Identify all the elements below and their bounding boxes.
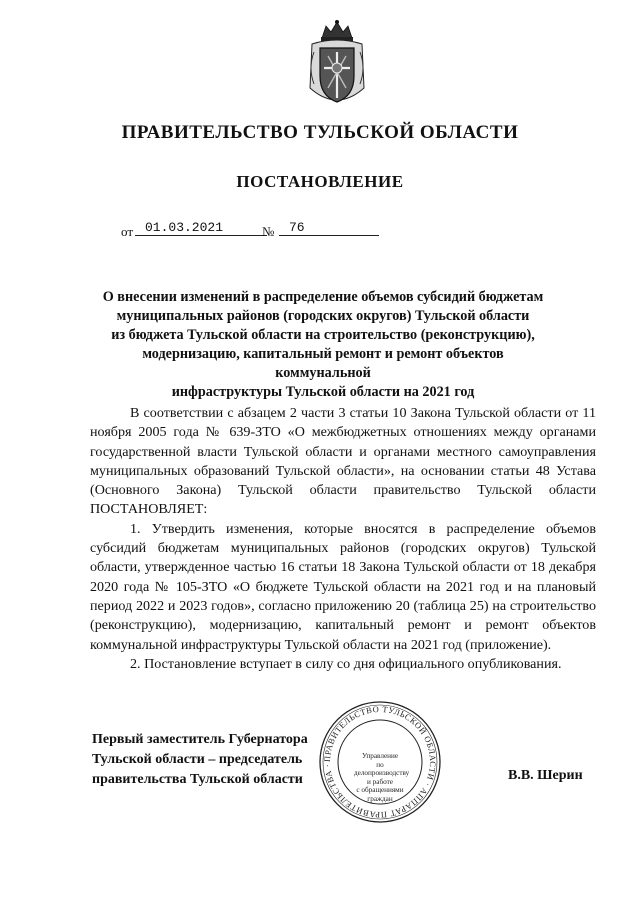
- title-line: инфраструктуры Тульской области на 2021 год: [171, 384, 475, 400]
- signer-position-line: правительства Тульской области: [92, 772, 303, 787]
- date-label: от: [121, 224, 134, 239]
- stamp-line: с обращениями: [356, 786, 404, 795]
- stamp-line: и работе: [367, 777, 393, 786]
- title-line: из бюджета Тульской области на строительство (реконструкцию),: [111, 327, 535, 343]
- stamp-line: граждан: [367, 794, 393, 803]
- document-number: 76: [279, 220, 379, 236]
- signer-position: [92, 730, 308, 790]
- title-line: модернизацию, капитальный ремонт и ремонт объектов коммунальной: [142, 346, 504, 381]
- signer-name: В.В. Шерин: [508, 768, 583, 783]
- document-date: 01.03.2021: [135, 220, 267, 236]
- body-paragraph: 1. Утвердить изменения, которые вносятся в распределение объемов субсидий бюджетам муниципальных районов (городских округов) Тульской области, утвержденное частью 16 статьи 18 Закона Тульской области от 18 декабря 2020 года № 105-ЗТО «О бюджете Тульской области на 2021 год и на плановый период 2022 и 2023 годов», согласно приложению 20 (таблица 25) на строительство (реконструкцию), модернизацию, капитальный ремонт и ремонт объектов коммунальной инфраструктуры Тульской области на 2021 год (приложение).: [90, 520, 596, 653]
- title-line: муниципальных районов (городских округов) Тульской области: [116, 308, 530, 324]
- document-type: ПОСТАНОВЛЕНИЕ: [236, 172, 404, 191]
- document-body: [90, 404, 596, 674]
- document-title: [96, 288, 550, 402]
- body-paragraph: В соответствии с абзацем 2 части 3 статьи 10 Закона Тульской области от 11 ноября 2005 года № 639-ЗТО «О межбюджетных отношениях между органами государственной власти Тульской области и органами местного самоуправления муниципальных образований Тульской области», на основании статьи 48 Устава (Основного Закона) Тульской области правительство Тульской области ПОСТАНОВЛЯЕТ:: [90, 405, 596, 518]
- stamp-line: Управление: [361, 752, 399, 760]
- stamp-center-text: [354, 752, 410, 804]
- body-paragraph: 2. Постановление вступает в силу со дня официального опубликования.: [130, 655, 562, 672]
- title-line: О внесении изменений в распределение объемов субсидий бюджетам: [102, 289, 544, 305]
- tula-coat-of-arms-icon: [300, 18, 374, 110]
- stamp-line: по делопроизводству: [354, 760, 410, 778]
- organization-name: ПРАВИТЕЛЬСТВО ТУЛЬСКОЙ ОБЛАСТИ: [121, 122, 519, 143]
- stamp-ring-text: ПРАВИТЕЛЬСТВО ТУЛЬСКОЙ ОБЛАСТИ · АППАРАТ ПРАВИТЕЛЬСТВА ·: [322, 704, 438, 820]
- signer-position-line: Тульской области – председатель: [92, 752, 303, 767]
- signer-position-line: Первый заместитель Губернатора: [92, 732, 308, 747]
- number-label: №: [262, 224, 275, 239]
